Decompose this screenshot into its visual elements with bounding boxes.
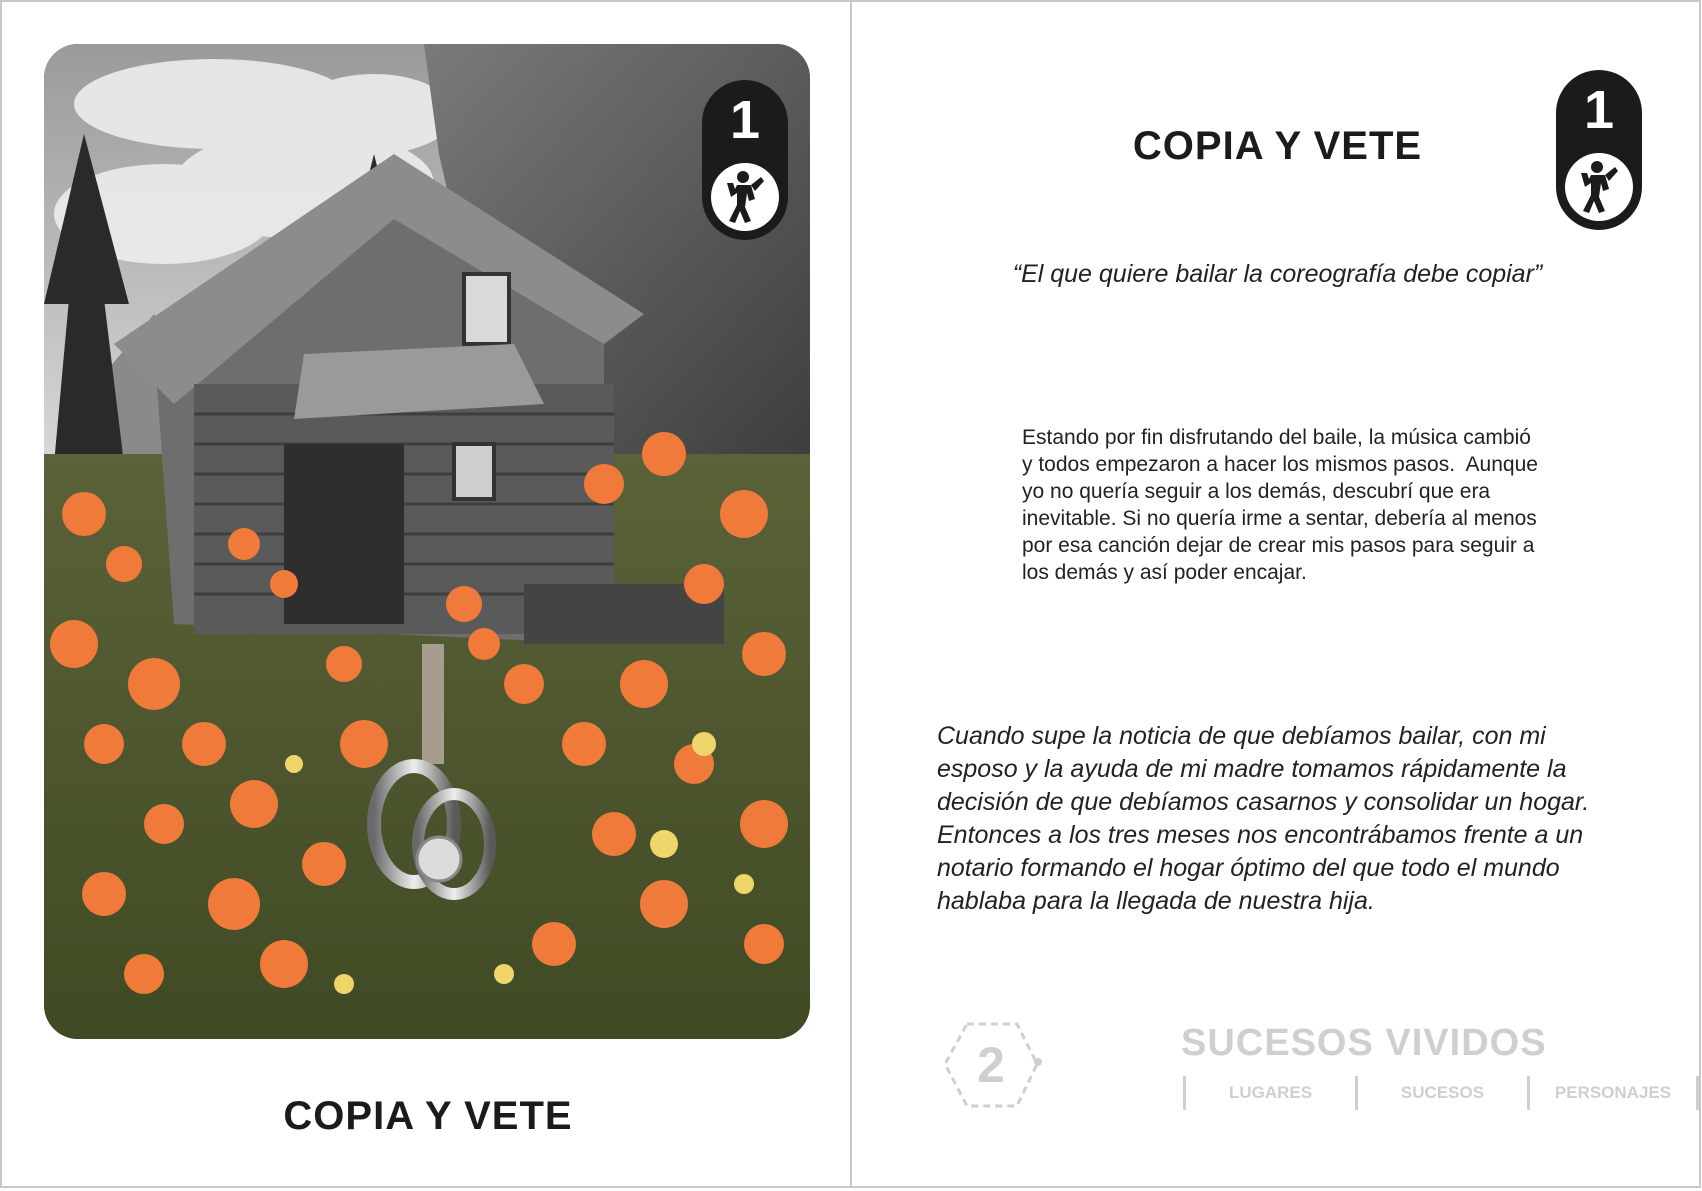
- dancer-icon: [1565, 153, 1633, 221]
- dancer-icon: [711, 163, 779, 231]
- footer-number: 2: [977, 1037, 1005, 1093]
- footer-heading: SUCESOS VIVIDOS: [1181, 1022, 1547, 1064]
- card-front: [0, 0, 852, 1188]
- card-back: [850, 0, 1701, 1188]
- badge-number: 1: [729, 90, 761, 150]
- card-number-badge: [1556, 70, 1642, 230]
- card-quote: “El que quiere bailar la coreografía debe copiar”: [1012, 260, 1543, 288]
- card-story: Estando por fin disfrutando del baile, la música cambió y todos empezaron a hacer los mismos pasos. Aunque yo no quería seguir a los demás, descubrí que era inevitable. Si no quería irme a sentar, debería al menos por esa canción dejar de crear mis pasos para seguir a los demás y así poder encajar.: [1022, 426, 1544, 584]
- footer-nav: [1183, 1076, 1699, 1110]
- footer-nav-lugares[interactable]: LUGARES: [1183, 1076, 1355, 1110]
- card-footer: [937, 1014, 1697, 1124]
- card-title: COPIA Y VETE: [1132, 124, 1423, 168]
- badge-number: 1: [1583, 80, 1615, 140]
- card-number-badge: [702, 80, 788, 240]
- footer-nav-personajes[interactable]: PERSONAJES: [1527, 1076, 1699, 1110]
- card-testimony: Cuando supe la noticia de que debíamos bailar, con mi esposo y la ayuda de mi madre tomamos rápidamente la decisión de que debíamos casarnos y consolidar un hogar. Entonces a los tres meses nos encontrábamos frente a un notario formando el hogar óptimo del que todo el mundo hablaba para la llegada de nuestra hija.: [937, 722, 1590, 915]
- card-title: COPIA Y VETE: [283, 1094, 573, 1138]
- footer-nav-sucesos[interactable]: SUCESOS: [1355, 1076, 1527, 1110]
- collage-illustration: [44, 44, 810, 1039]
- card-illustration: [44, 44, 810, 1039]
- hexagon-number-icon: [937, 1014, 1047, 1114]
